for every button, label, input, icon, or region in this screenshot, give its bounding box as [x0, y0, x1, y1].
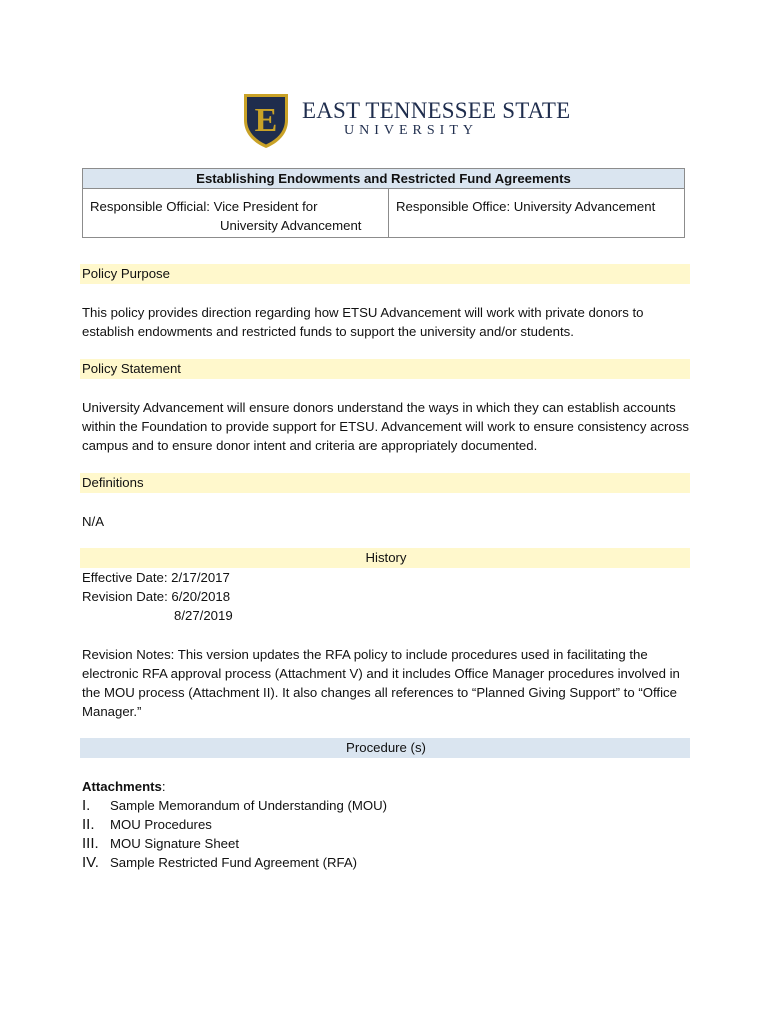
list-item [82, 853, 692, 872]
etsu-shield-icon [240, 90, 292, 150]
policy-statement-heading: Policy Statement [80, 359, 690, 379]
responsible-official-cell [83, 189, 389, 238]
list-item [82, 815, 692, 834]
policy-statement-text: University Advancement will ensure donors understand the ways in which they can establish accounts within the Foundation to provide support for ETSU. Advancement will work to ensure consistency across campus and to ensure donor intent and criteria are appropriately documented. [82, 400, 689, 453]
attachment-number: I. [82, 797, 91, 814]
svg-text:E: E [254, 102, 278, 139]
attachment-number: II. [82, 816, 95, 833]
university-name: EAST TENNESSEE STATE [302, 98, 571, 123]
attachment-number: IV. [82, 854, 99, 871]
policy-purpose-text: This policy provides direction regarding how ETSU Advancement will work with private donors to establish endowments and restricted funds to support the university and/or students. [82, 305, 644, 339]
definitions-text: N/A [82, 514, 104, 529]
attachment-title: MOU Signature Sheet [110, 836, 240, 851]
responsible-official: Responsible Official: Vice President for [90, 199, 318, 214]
policy-title: Establishing Endowments and Restricted Fund Agreements [83, 169, 685, 189]
etsu-logo [240, 90, 571, 152]
responsible-official-title: University Advancement [220, 218, 362, 233]
list-item [82, 796, 692, 815]
attachment-title: MOU Procedures [110, 817, 212, 832]
attachment-number: III. [82, 835, 99, 852]
definitions-heading: Definitions [80, 473, 690, 493]
procedure-heading: Procedure (s) [80, 738, 690, 758]
list-item [82, 834, 692, 853]
attachments-label: Attachments [82, 779, 162, 794]
attachment-title: Sample Memorandum of Understanding (MOU) [110, 798, 388, 813]
attachments-list [82, 796, 692, 872]
policy-info-table [82, 168, 685, 238]
policy-purpose-heading: Policy Purpose [80, 264, 690, 284]
revision-date-2: 8/27/2019 [174, 608, 233, 623]
attachments-colon: : [161, 779, 166, 794]
effective-date: Effective Date: 2/17/2017 [82, 570, 230, 585]
revision-notes: Revision Notes: This version updates the RFA policy to include procedures used in facilitating the electronic RFA approval process (Attachment V) and it includes Office Manager procedures involved in the MOU process (Attachment II). It also changes all references to “Planned Giving Support” to “Office Manager.” [82, 647, 680, 719]
attachment-title: Sample Restricted Fund Agreement (RFA) [110, 855, 358, 870]
history-heading: History [80, 548, 690, 568]
university-subtitle: UNIVERSITY [344, 123, 478, 138]
attachments-label-row [82, 777, 692, 796]
attachments-section [82, 777, 692, 872]
revision-date: Revision Date: 6/20/2018 [82, 589, 231, 604]
history-dates [82, 568, 692, 625]
responsible-office: Responsible Office: University Advancement [389, 189, 685, 238]
